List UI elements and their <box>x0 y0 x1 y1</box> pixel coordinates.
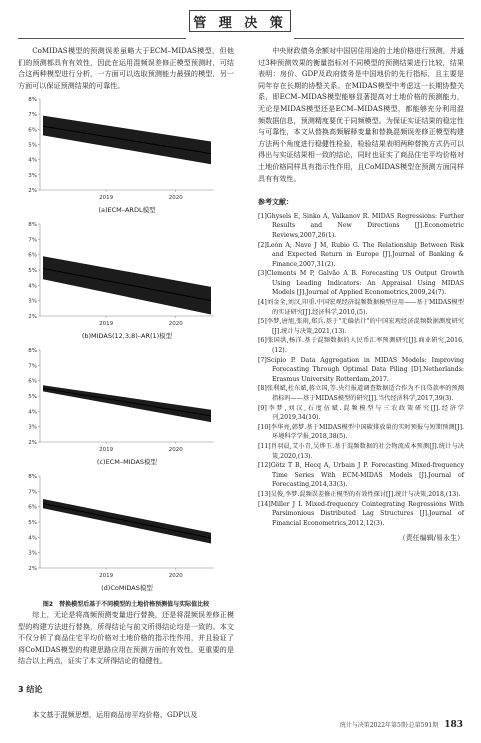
y-tick-label: 4% <box>28 409 37 416</box>
series-line <box>43 504 211 538</box>
reference-item: [11]肖羽晨,艾小青,吴烨玉.基于混频数据的社会物流成本预测[J].统计与决策,2020,(13). <box>258 442 464 460</box>
y-tick-label: 5% <box>28 268 37 274</box>
section-title: 管 理 决 策 <box>193 15 287 31</box>
page-number: 183 <box>444 720 463 730</box>
y-tick-label: 7% <box>28 237 37 244</box>
reference-item: [4]刘金全,刘汉,印重.中国宏观经济混频数据模型应用——基于MIDAS模型的实证研究[J].经济科学,2010,(5). <box>258 299 464 316</box>
chart-d-svg <box>18 472 234 596</box>
chart-a-svg <box>18 95 234 218</box>
y-tick-label: 3% <box>28 424 37 431</box>
x-tick-label: 2020 <box>168 321 183 327</box>
chart-d <box>18 472 234 596</box>
chart-caption: (b)MIDAS(12,3,8)–AR(1)模型 <box>81 332 173 340</box>
reference-item: [1]Ghysels E, Sinko A, Valkanov R. MIDAS Regressions: Further Results and New Directions [J].Econometric Reviews,2007,26(1). <box>258 212 464 239</box>
reference-item: [2]León A, Nave J M, Rubio G. The Relationship Between Risk and Expected Return in Europe [J].Journal of Banking & Finance,2007,31(2). <box>258 241 464 268</box>
prediction-band <box>43 385 211 422</box>
references-list <box>258 212 464 529</box>
y-tick-label: 2% <box>28 314 37 320</box>
left-last-line <box>18 709 234 721</box>
paragraph: 综上，无论是将高频预测变量进行替换，还是将混频误差修正模型的构建方法进行替换，所得结论与前文所得结论均是一致的。本文不仅分析了商品住宅平均价格对土地价格的指示性作用，并且验证了将CoMIDAS模型的构建思路应用在预测方面的有效性，更重要的是结合以上两点，证实了本文所得结论的稳健性。 <box>18 610 234 666</box>
section-heading: 3 结论 <box>18 685 43 694</box>
y-tick-label: 6% <box>28 504 37 511</box>
x-tick-label: 2019 <box>99 321 114 327</box>
figure-caption: 图2 替换模型后基于不同模型的土地价格预测值与实际值比较 <box>42 601 210 608</box>
y-tick-label: 4% <box>28 283 37 290</box>
journal-info: 统计与决策2022年第5期·总第591期 <box>339 722 439 729</box>
x-tick-label: 2020 <box>168 195 183 201</box>
left-bottom-text <box>18 609 234 667</box>
reference-item: [5]李梦,唐旭,张雨,郑兵.基于"无偏估计"的中国宏观经济混频数据测度研究[J].统计与决策,2021,(13). <box>258 318 464 335</box>
chart-caption: (a)ECM–ARDL模型 <box>98 206 156 214</box>
references-title: 参考文献： <box>258 197 293 207</box>
header-rule-left <box>18 38 186 39</box>
chart-caption: (d)CoMIDAS模型 <box>101 584 153 592</box>
reference-item: [9]李梦,刘汉,石度伍斌.混频模型与三农政策研究[J].经济学刊,2019,34(10). <box>258 404 464 422</box>
section-header <box>189 10 291 32</box>
y-tick-label: 2% <box>28 440 37 446</box>
right-column <box>258 45 464 545</box>
x-tick-label: 2020 <box>168 447 183 453</box>
y-tick-label: 2% <box>28 188 37 194</box>
y-tick-label: 6% <box>28 127 37 134</box>
y-tick-label: 8% <box>28 222 37 228</box>
y-tick-label: 5% <box>28 520 37 526</box>
y-tick-label: 5% <box>28 394 37 400</box>
paragraph: 本文基于混频思想，运用商品房平均价格、GDP以及 <box>32 710 198 719</box>
prediction-band <box>43 256 211 314</box>
chart-b <box>18 220 234 344</box>
x-tick-label: 2019 <box>99 573 114 579</box>
reference-item: [3]Clements M P, Galvão A B. Forecasting US Output Growth Using Leading Indicators: An Appraisal Using MIDAS Models [J].Journal of Applied Econometrics,2009,24(7). <box>258 270 464 297</box>
header-rule-right <box>294 38 464 39</box>
reference-item: [7]Scipio P. Data Aggregation in MIDAS Models: Improving Forecasting Through Optimal Data Piling [D].Netherlands: Erasmus University Rotterdam,2017. <box>258 356 464 383</box>
y-tick-label: 8% <box>28 348 37 354</box>
reference-item: [14]Miller J I. Mixed-frequency Cointegrating Regressions With Parsimonious Distributed Lag Structures [J].Journal of Financial Econometrics,2012,12(3). <box>258 500 464 527</box>
y-tick-label: 3% <box>28 550 37 557</box>
reference-item: [6]张国洪,杨洋.基于混频数据的人民币汇率预测研究[J].商业研究,2016,(12). <box>258 337 464 355</box>
y-tick-label: 6% <box>28 378 37 385</box>
reference-item: [8]张利斌,杜东斌,蒋立国,等.央行报道调查数据适合作为不良贷款率的预测指标吗——基于MIDAS模型的研究[J].当代经济科学,2017,39(3). <box>258 385 464 402</box>
y-tick-label: 8% <box>28 97 37 103</box>
y-tick-label: 5% <box>28 142 37 149</box>
reference-item: [12]Götz T B, Hecq A, Urbain J P. Forecasting Mixed-frequency Time Series With ECM-MIDAS Models [J].Journal of Forecasting,2014,33(3). <box>258 462 464 489</box>
chart-caption: (c)ECM–MIDAS模型 <box>96 458 158 466</box>
y-tick-label: 8% <box>28 474 37 480</box>
chart-b-svg <box>18 220 234 344</box>
reference-item: [10]李华亮,韩梦.基于MIDAS模型中国碳排放量的实时预报与短期预测[J].环境科学学报,2018,38(5). <box>258 423 464 441</box>
left-top-text <box>18 45 234 91</box>
series-line <box>43 388 211 416</box>
y-tick-label: 2% <box>28 566 37 572</box>
y-tick-label: 7% <box>28 489 37 496</box>
y-tick-label: 3% <box>28 172 37 179</box>
x-tick-label: 2019 <box>99 447 114 453</box>
y-tick-label: 7% <box>28 112 37 119</box>
x-tick-label: 2019 <box>99 195 114 201</box>
y-tick-label: 4% <box>28 157 37 164</box>
paragraph: CoMIDAS模型的预测误差虽略大于ECM–MIDAS模型，但他们的预测都具有有效性，因此在运用混频误差修正模型预测时，可结合这两种模型进行分析，一方面可以选取预测能力最强的模型，另一方面可以保证预测结果的可靠性。 <box>18 46 234 90</box>
chart-a <box>18 95 234 218</box>
y-tick-label: 4% <box>28 535 37 542</box>
y-tick-label: 7% <box>28 363 37 370</box>
x-tick-label: 2020 <box>168 573 183 579</box>
chart-c <box>18 346 234 470</box>
y-tick-label: 6% <box>28 252 37 259</box>
page-footer <box>340 720 463 730</box>
editor-note: （责任编辑/易永生） <box>398 534 464 543</box>
conclusion-paragraph: 中央财政债务余额对中国居住用途的土地价格进行预测，并通过3种预测效果的衡量指标对不同模型的预测结果进行比较，结果表明：房价、GDP及政府债务是中国地价的先行指标，且主要是同年存在长期的协整关系。在MIDAS模型中考虑这一长期协整关系，即ECM–MIDAS模型能够显著提高对土地价格的预测能力，无论是MIDAS模型还是ECM–MIDAS模型，都能够充分利用混频数据信息，预测精度要优于同频模型。为保证实证结果的稳定性与可靠性，本文从替换高频解释变量和替换混频误差修正模型构建方法两个角度进行稳健性检验，检验结果表明两种替换方式仍可以得出与实证结果相一致的结论，同时也证实了商品住宅平均价格对土地价格同样具有指示性作用，且CoMIDAS模型在预测方面同样具有有效性。 <box>258 46 464 183</box>
chart-c-svg <box>18 346 234 470</box>
reference-item: [13]吴俊,李梦.混频误差修正模型的有效性探讨[J].统计与决策,2018,(13). <box>258 490 461 498</box>
y-tick-label: 3% <box>28 298 37 305</box>
